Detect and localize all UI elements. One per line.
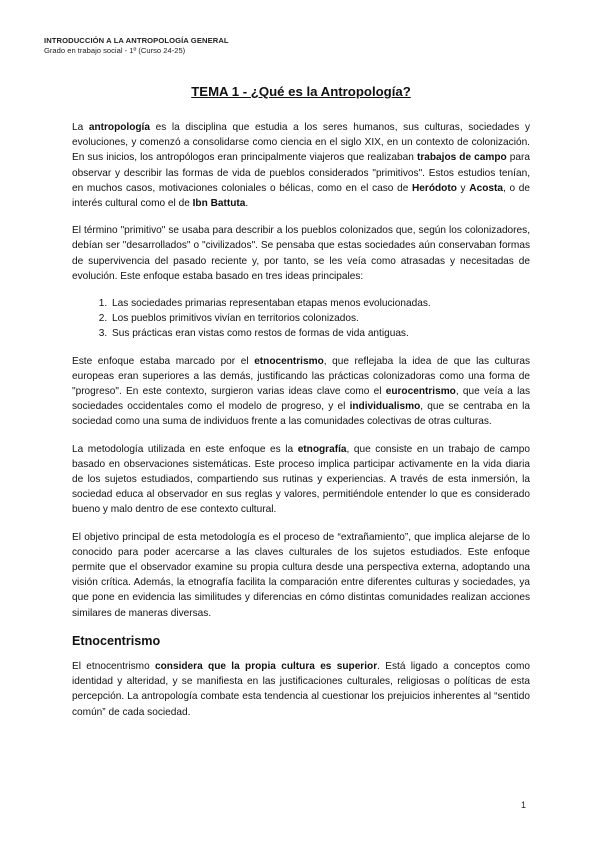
- text-run: .: [245, 198, 249, 210]
- paragraph: [72, 120, 530, 211]
- numbered-list: [72, 296, 530, 342]
- section-heading: Etnocentrismo: [72, 633, 161, 648]
- bold-term: antropología: [88, 122, 150, 133]
- text-run: para observar y describir las formas de vida de pueblos considerados "primitivos". Estos estudios tenían, en muchos casos, motivaciones coloniales o bélicas, como en el caso de: [72, 152, 530, 194]
- text-run: El objetivo principal de esta metodología es el proceso de “extrañamiento”, que implica alejarse de lo conocido para poder acercarse a las claves culturales de los sujetos estudiados. Este enfoque permite que el observador examine su propia cultura desde una perspectiva externa, adoptando una visión crítica. Además, la etnografía facilita la comparación entre diferentes culturas y sociedades, ya que pone en evidencia las similitudes y diferencias en cómo distintas comunidades realizan acciones similares de maneras diversas.: [72, 531, 530, 619]
- bold-term: Acosta: [469, 182, 503, 194]
- running-header: [44, 36, 229, 56]
- text-run: y: [456, 182, 470, 194]
- bold-term: eurocentrismo: [385, 386, 456, 398]
- text-run: es la disciplina que estudia a los seres humanos, sus culturas, sociedades y evoluciones, y comenzó a consolidarse como ciencia en el siglo XIX, en un contexto de colonización. En sus inicios, los antropólogos eran principalmente viajeros que realizaban: [72, 122, 530, 164]
- text-run: . Está ligado a conceptos como identidad y alteridad, y se manifiesta en las justificaciones culturales, religiosas o políticas de esta percepción. La antropología combate esta tendencia al cuestionar los prejuicios inherentes al “sentido común” de cada sociedad.: [72, 660, 531, 718]
- bold-term: individualismo: [349, 401, 421, 413]
- degree-subtitle: Grado en trabajo social - 1º (Curso 24-25): [44, 46, 186, 55]
- text-run: , que se centraba en la sociedad como una suma de individuos frente a las comunidades colectivas de otras culturas.: [72, 401, 530, 428]
- text-run: , que veía a las sociedades occidentales como el modelo de progreso, y el: [72, 386, 530, 413]
- text-run: El etnocentrismo: [72, 660, 156, 672]
- page-title: TEMA 1 - ¿Qué es la Antropología?: [191, 84, 411, 99]
- paragraph: [72, 223, 530, 284]
- list-item: 3. Sus prácticas eran vistas como restos de formas de vida antiguas.: [110, 326, 530, 341]
- bold-term: Heródoto: [412, 182, 457, 194]
- paragraph: [72, 530, 530, 621]
- text-run: , o de interés cultural como el de: [72, 182, 530, 210]
- list-item: 2. Los pueblos primitivos vivían en territorios colonizados.: [110, 311, 530, 326]
- bold-term: etnografía: [297, 443, 347, 455]
- course-title: INTRODUCCIÓN A LA ANTROPOLOGÍA GENERAL: [44, 36, 229, 45]
- paragraph: [72, 442, 530, 518]
- text-run: El término "primitivo" se usaba para describir a los pueblos colonizados que, según los colonizadores, debían ser "desarrollados" o "civilizados". Se pensaba que estas sociedades aún conservaban formas de supervivencia del pasado reciente y, por tanto, se les veía como atrasadas y necesitadas de evolución. Este enfoque estaba basado en tres ideas principales:: [72, 225, 530, 282]
- list-item: 1. Las sociedades primarias representaban etapas menos evolucionadas.: [110, 296, 530, 311]
- text-run: La: [72, 122, 89, 133]
- bold-term: Ibn Battuta: [192, 198, 246, 210]
- bold-term: etnocentrismo: [254, 355, 324, 367]
- document-body: [72, 84, 530, 732]
- text-run: , que reflejaba la idea de que las culturas europeas eran superiores a las demás, justificando las prácticas colonizadoras como una forma de "progreso". En este contexto, surgieron varias ideas clave como el: [72, 355, 530, 398]
- bold-term: trabajos de campo: [416, 152, 507, 164]
- page-number: 1: [520, 800, 526, 810]
- text-run: Este enfoque estaba marcado por el: [72, 355, 255, 367]
- text-run: , que consiste en un trabajo de campo basado en observaciones sistemáticas. Este proceso implica participar activamente en la vida diaria de los sujetos estudiados, compartiendo sus rutinas y experiencias. A través de esta inmersión, la sociedad educa al observador en sus reglas y valores, permitiéndole entender lo que es considerado bueno y malo dentro de ese contexto cultural.: [72, 443, 530, 516]
- paragraph: [72, 354, 530, 430]
- text-run: La metodología utilizada en este enfoque es la: [72, 443, 298, 455]
- bold-term: considera que la propia cultura es superior: [155, 660, 378, 672]
- paragraph: [72, 659, 530, 720]
